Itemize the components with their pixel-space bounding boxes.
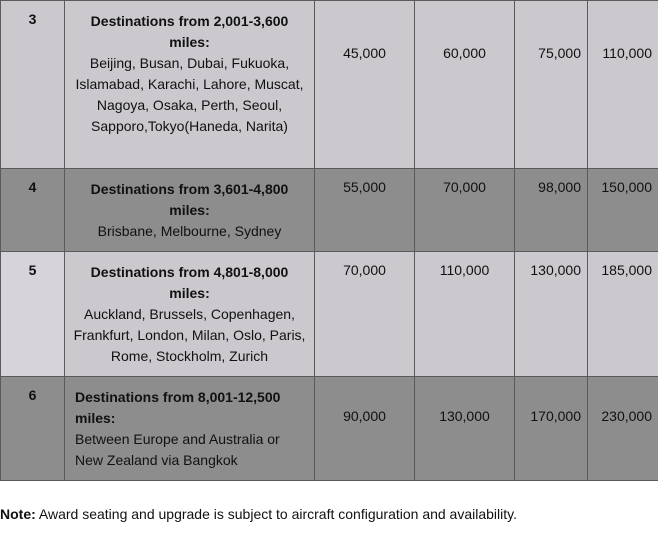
distance-range-heading: Destinations from 2,001-3,600 miles: xyxy=(90,13,289,50)
distance-range-heading: Destinations from 3,601-4,800 miles: xyxy=(90,181,289,218)
table-row-zone-3 xyxy=(1,1,658,169)
miles-value: 60,000 xyxy=(415,1,515,169)
miles-value: 110,000 xyxy=(588,1,658,169)
miles-value: 130,000 xyxy=(415,377,515,481)
miles-value: 55,000 xyxy=(315,169,415,252)
miles-value: 75,000 xyxy=(515,1,588,169)
destination-cell xyxy=(65,1,315,169)
table-row-zone-6 xyxy=(1,377,658,481)
note-label: Note: xyxy=(0,506,36,522)
zone-number: 4 xyxy=(1,169,65,252)
zone-number: 6 xyxy=(1,377,65,481)
destination-list: Auckland, Brussels, Copenhagen, Frankfurt, London, Milan, Oslo, Paris, Rome, Stockholm, Zurich xyxy=(73,306,306,364)
destination-list: Brisbane, Melbourne, Sydney xyxy=(97,223,282,239)
note-text: Award seating and upgrade is subject to aircraft configuration and availability. xyxy=(35,506,517,522)
miles-value: 170,000 xyxy=(515,377,588,481)
destination-list: Between Europe and Australia or New Zealand via Bangkok xyxy=(75,431,280,468)
destination-cell xyxy=(65,169,315,252)
miles-value: 70,000 xyxy=(315,252,415,377)
miles-value: 130,000 xyxy=(515,252,588,377)
table-row-zone-5 xyxy=(1,252,658,377)
miles-value: 70,000 xyxy=(415,169,515,252)
destination-cell xyxy=(65,377,315,481)
distance-range-heading: Destinations from 8,001-12,500 miles: xyxy=(75,389,281,426)
destination-cell xyxy=(65,252,315,377)
distance-range-heading: Destinations from 4,801-8,000 miles: xyxy=(90,264,289,301)
zone-number: 5 xyxy=(1,252,65,377)
miles-value: 45,000 xyxy=(315,1,415,169)
miles-value: 98,000 xyxy=(515,169,588,252)
footnote xyxy=(0,506,517,522)
miles-value: 230,000 xyxy=(588,377,658,481)
destination-list: Beijing, Busan, Dubai, Fukuoka, Islamabad, Karachi, Lahore, Muscat, Nagoya, Osaka, Perth, Seoul, Sapporo,Tokyo(Haneda, Narita) xyxy=(75,55,304,134)
miles-value: 185,000 xyxy=(588,252,658,377)
miles-value: 90,000 xyxy=(315,377,415,481)
miles-value: 150,000 xyxy=(588,169,658,252)
zone-number: 3 xyxy=(1,1,65,169)
table-row-zone-4 xyxy=(1,169,658,252)
miles-value: 110,000 xyxy=(415,252,515,377)
